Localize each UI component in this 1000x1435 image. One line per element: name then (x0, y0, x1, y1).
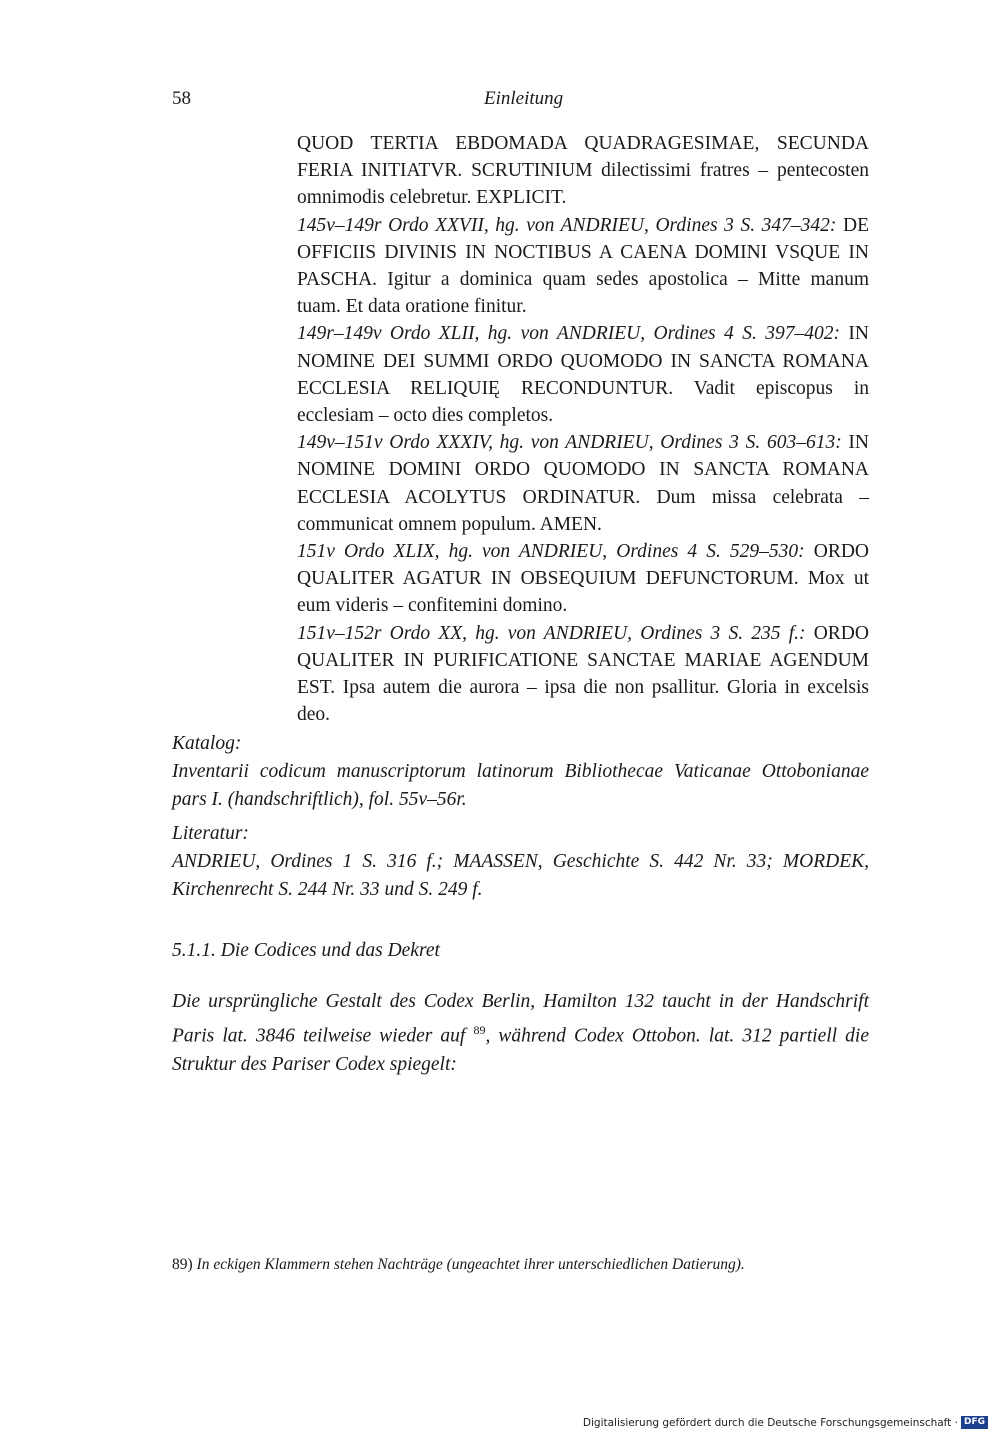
katalog-heading: Katalog: (172, 733, 242, 754)
entry-text: ORDO QUALITER IN PURIFICATIONE SANCTAE MARIAE AGENDUM EST. Ipsa autem die aurora – ipsa die non psallitur. Gloria in excelsis deo. (297, 622, 869, 726)
entry-text: DE OFFICIIS DIVINIS IN NOCTIBUS A CAENA DOMINI VSQUE IN PASCHA. Igitur a dominica quam sedes apostolica – Mitte manum tuam. Et data oratione finitur. (297, 214, 869, 318)
entry-3 (297, 320, 869, 429)
entry-ref: 149r–149v Ordo XLII, hg. von ANDRIEU, Ordines 4 S. 397–402: (297, 323, 840, 345)
section-title: 5.1.1. Die Codices und das Dekret (172, 940, 440, 961)
intro-paragraph (172, 988, 869, 1079)
literatur-text: ANDRIEU, Ordines 1 S. 316 f.; MAASSEN, Geschichte S. 442 Nr. 33; MORDEK, Kirchenrecht S. 244 Nr. 33 und S. 249 f. (172, 851, 869, 900)
section-intro (172, 988, 869, 1079)
entry-ref: 151v Ordo XLIX, hg. von ANDRIEU, Ordines 4 S. 529–530: (297, 541, 805, 563)
entry-ref: 149v–151v Ordo XXXIV, hg. von ANDRIEU, Ordines 3 S. 603–613: (297, 432, 842, 454)
entry-text: IN NOMINE DEI SUMMI ORDO QUOMODO IN SANCTA ROMANA ECCLESIA RELIQUIĘ RECONDUNTUR. Vadit episcopus in ecclesiam – octo dies completos. (297, 323, 869, 427)
manuscript-entries (297, 130, 869, 728)
entry-ref: 151v–152r Ordo XX, hg. von ANDRIEU, Ordines 3 S. 235 f.: (297, 622, 806, 644)
entry-1 (297, 130, 869, 212)
digitization-credit (583, 1416, 988, 1429)
entry-6 (297, 620, 869, 729)
footnote (172, 1256, 869, 1274)
entry-2 (297, 212, 869, 321)
entry-ref: 145v–149r Ordo XXVII, hg. von ANDRIEU, Ordines 3 S. 347–342: (297, 214, 837, 236)
intro-text-before: Die ursprüngliche Gestalt des Codex Berlin, Hamilton 132 taucht in der Handschrift Paris lat. 3846 teilweise wieder auf (172, 991, 869, 1047)
footnote-number: 89) (172, 1256, 193, 1273)
katalog-section (172, 730, 869, 814)
intro-text-after: , während Codex Ottobon. lat. 312 partiell die Struktur des Pariser Codex spiegelt: (172, 1025, 869, 1075)
footnote-text: In eckigen Klammern stehen Nachträge (ungeachtet ihrer unterschiedlichen Datierung). (196, 1256, 745, 1273)
literatur-heading: Literatur: (172, 823, 249, 844)
dfg-logo: DFG (961, 1416, 988, 1429)
footnote-marker[interactable]: 89 (473, 1023, 486, 1037)
katalog-text: Inventarii codicum manuscriptorum latinorum Bibliothecae Vaticanae Ottobonianae pars I. (handschriftlich), fol. 55v–56r. (172, 761, 869, 810)
credit-text: Digitalisierung gefördert durch die Deutsche Forschungsgemeinschaft · (582, 1416, 958, 1429)
running-head: Einleitung (484, 88, 564, 109)
entry-text: QUOD TERTIA EBDOMADA QUADRAGESIMAE, SECUNDA FERIA INITIATVR. SCRUTINIUM dilectissimi fratres – pentecosten omnimodis celebretur. EXPLICIT. (297, 133, 869, 209)
entry-5 (297, 538, 869, 620)
entry-text: IN NOMINE DOMINI ORDO QUOMODO IN SANCTA ROMANA ECCLESIA ACOLYTUS ORDINATUR. Dum missa celebrata – communicat omnem populum. AMEN. (297, 432, 870, 535)
literatur-section (172, 820, 869, 904)
entry-4 (297, 429, 869, 538)
entry-text: ORDO QUALITER AGATUR IN OBSEQUIUM DEFUNCTORUM. Mox ut eum videris – confitemini domino. (297, 541, 869, 617)
page-number: 58 (172, 88, 191, 109)
